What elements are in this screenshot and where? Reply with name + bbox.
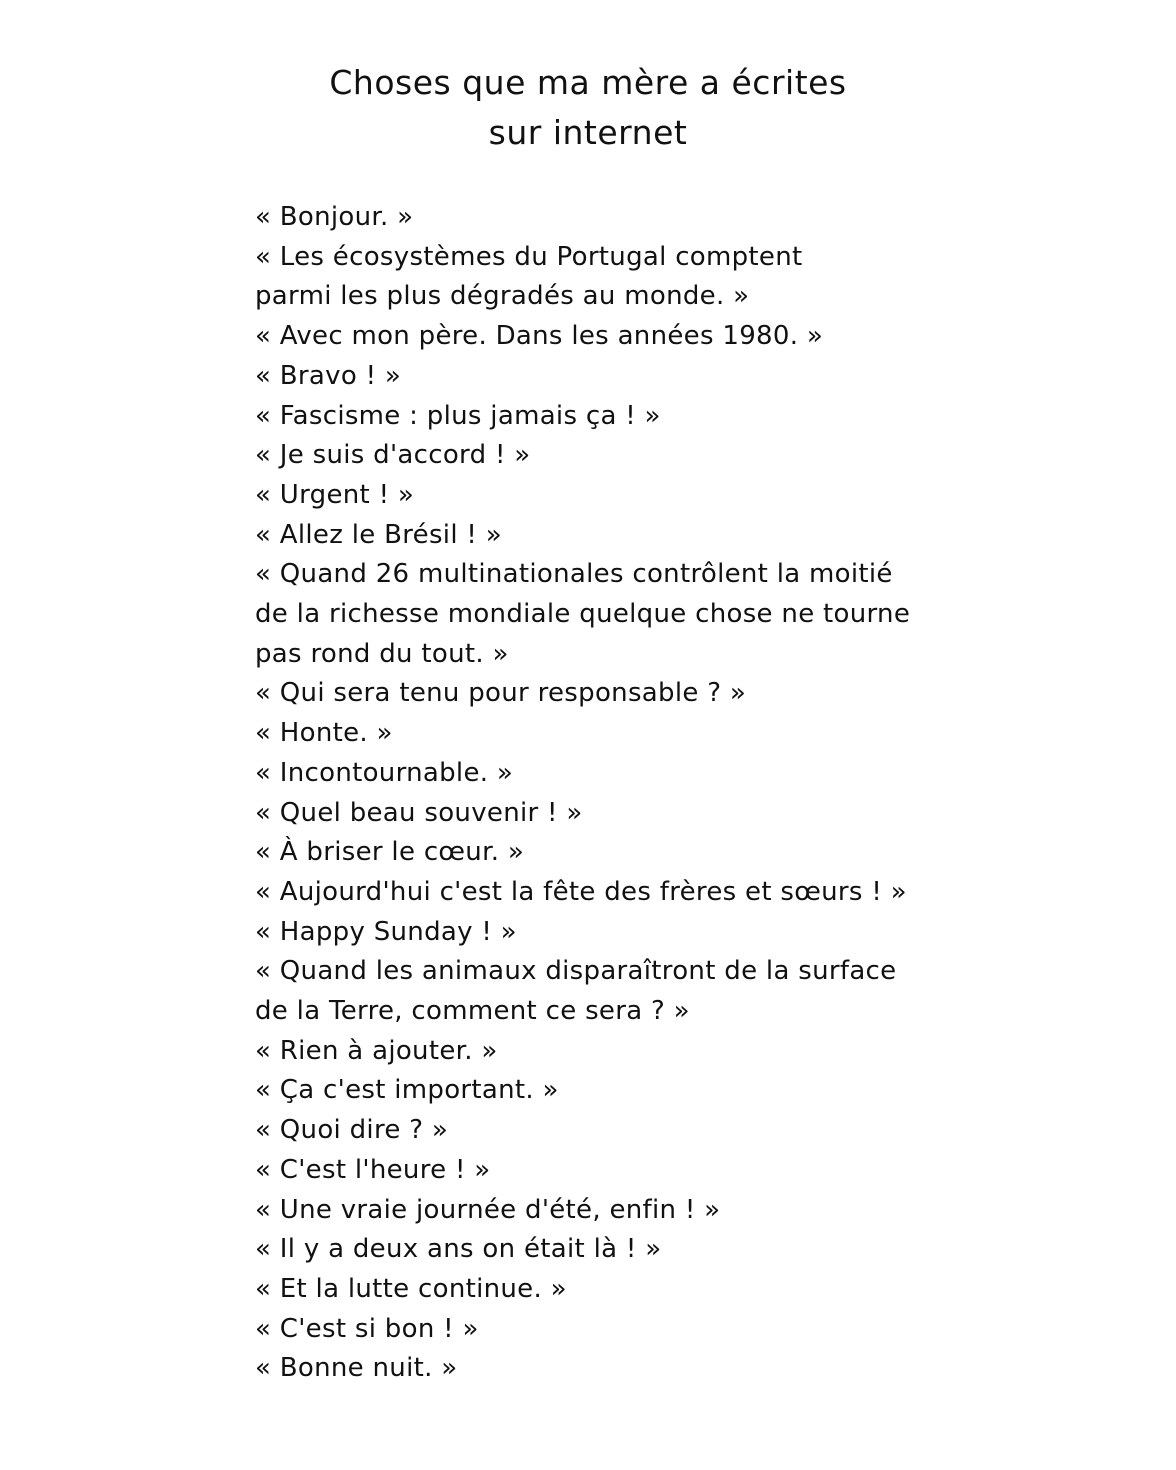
quote-list <box>255 198 1135 1389</box>
quote-line: « Ça c'est important. » <box>255 1075 559 1106</box>
quote-line: « Fascisme : plus jamais ça ! » <box>255 400 661 431</box>
quote-line: « Une vraie journée d'été, enfin ! » <box>255 1194 721 1225</box>
quote-line: « Avec mon père. Dans les années 1980. » <box>255 321 824 352</box>
quote-line: « Honte. » <box>255 718 393 749</box>
quote-line: « Bonne nuit. » <box>255 1353 458 1384</box>
quote-line: « Urgent ! » <box>255 479 415 510</box>
quote-line: « À briser le cœur. » <box>255 837 525 868</box>
quote-line: « Happy Sunday ! » <box>255 916 517 947</box>
quote-line: « Je suis d'accord ! » <box>255 440 531 471</box>
quote-line: « Les écosystèmes du Portugal comptent <box>255 241 803 272</box>
quote-line: de la richesse mondiale quelque chose ne tourne <box>255 599 911 630</box>
quote-line: « Rien à ajouter. » <box>255 1035 498 1066</box>
quote-line: « Incontournable. » <box>255 757 514 788</box>
quote-line: « Aujourd'hui c'est la fête des frères et sœurs ! » <box>255 876 907 907</box>
quote-line: « Quel beau souvenir ! » <box>255 797 583 828</box>
quote-line: « Allez le Brésil ! » <box>255 519 502 550</box>
quote-line: « Et la lutte continue. » <box>255 1273 567 1304</box>
quote-line: « Bonjour. » <box>255 202 414 232</box>
quote-line: de la Terre, comment ce sera ? » <box>255 996 690 1027</box>
title-line-2: sur internet <box>488 113 688 153</box>
quote-line: pas rond du tout. » <box>255 638 509 669</box>
quote-line: « Il y a deux ans on était là ! » <box>255 1234 662 1265</box>
quote-line: « C'est si bon ! » <box>255 1313 479 1344</box>
quote-line: « C'est l'heure ! » <box>255 1154 491 1185</box>
page-title <box>0 58 1176 158</box>
quote-line: « Bravo ! » <box>255 360 402 391</box>
quote-line: « Qui sera tenu pour responsable ? » <box>255 678 747 709</box>
quote-line: « Quand 26 multinationales contrôlent la moitié <box>255 559 893 590</box>
quote-line: parmi les plus dégradés au monde. » <box>255 281 750 312</box>
quote-line: « Quand les animaux disparaîtront de la surface <box>255 956 897 987</box>
title-line-1: Choses que ma mère a écrites <box>329 63 847 103</box>
quote-line: « Quoi dire ? » <box>255 1115 449 1146</box>
